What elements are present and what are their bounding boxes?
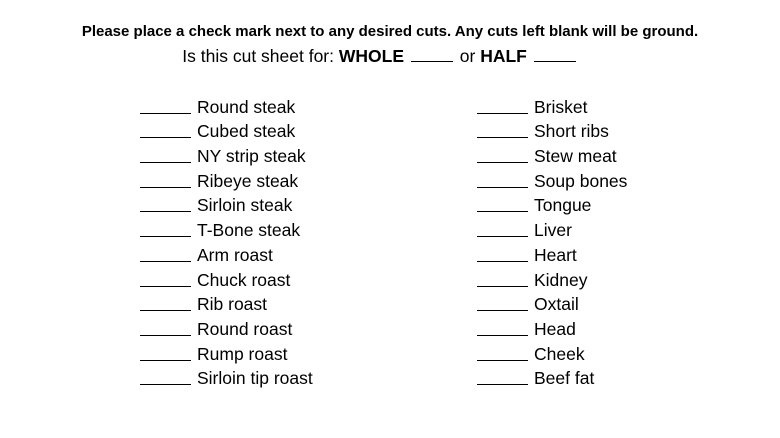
cut-label: Kidney [534, 269, 588, 290]
cut-label: Ribeye steak [197, 170, 299, 191]
check-blank[interactable] [477, 112, 528, 114]
cut-row [477, 365, 627, 390]
check-blank[interactable] [477, 260, 528, 262]
check-blank[interactable] [140, 260, 191, 262]
cut-label: Arm roast [197, 244, 273, 265]
cut-row [477, 315, 627, 340]
cut-row [140, 93, 313, 118]
cut-row [477, 167, 627, 192]
cut-label: Brisket [534, 96, 588, 117]
cut-row [477, 118, 627, 143]
check-blank[interactable] [140, 136, 191, 138]
check-blank[interactable] [140, 309, 191, 311]
check-blank[interactable] [477, 359, 528, 361]
left-cuts-column [140, 93, 313, 389]
cut-row [140, 365, 313, 390]
check-blank[interactable] [140, 235, 191, 237]
check-blank[interactable] [477, 334, 528, 336]
cut-row [140, 340, 313, 365]
cut-row [477, 266, 627, 291]
cut-label: Liver [534, 220, 572, 241]
check-blank[interactable] [477, 235, 528, 237]
half-blank[interactable] [534, 48, 576, 62]
cut-label: Head [534, 318, 576, 339]
cut-label: Sirloin tip roast [197, 368, 313, 389]
check-blank[interactable] [477, 383, 528, 385]
cut-label: NY strip steak [197, 146, 306, 167]
cut-label: Oxtail [534, 294, 579, 315]
whole-or-half-question [0, 45, 760, 67]
check-blank[interactable] [140, 285, 191, 287]
check-blank[interactable] [477, 309, 528, 311]
cut-row [140, 241, 313, 266]
cut-row [140, 118, 313, 143]
cut-row [140, 216, 313, 241]
cut-label: Sirloin steak [197, 195, 293, 216]
cut-row [477, 241, 627, 266]
cut-row [140, 291, 313, 316]
check-blank[interactable] [140, 186, 191, 188]
cut-label: Heart [534, 244, 577, 265]
cut-label: Cheek [534, 343, 585, 364]
check-blank[interactable] [477, 186, 528, 188]
cut-row [140, 315, 313, 340]
cut-row [140, 167, 313, 192]
right-cuts-column [477, 93, 627, 389]
cut-label: Soup bones [534, 170, 628, 191]
check-blank[interactable] [477, 136, 528, 138]
cut-label: Chuck roast [197, 269, 291, 290]
check-blank[interactable] [140, 359, 191, 361]
check-blank[interactable] [140, 161, 191, 163]
check-blank[interactable] [477, 161, 528, 163]
instruction-text: Please place a check mark next to any desired cuts. Any cuts left blank will be ground. [81, 23, 699, 40]
cut-row [477, 216, 627, 241]
cut-label: Cubed steak [197, 121, 296, 142]
cut-label: Rump roast [197, 343, 288, 364]
check-blank[interactable] [140, 383, 191, 385]
cut-row [477, 192, 627, 217]
cut-label: Round roast [197, 318, 293, 339]
option-whole-label: WHOLE [338, 46, 405, 66]
question-connector: or [459, 46, 476, 66]
check-blank[interactable] [140, 112, 191, 114]
whole-blank[interactable] [411, 48, 453, 62]
cut-label: T-Bone steak [197, 220, 301, 241]
cut-label: Beef fat [534, 368, 595, 389]
check-blank[interactable] [477, 285, 528, 287]
cut-row [477, 340, 627, 365]
check-blank[interactable] [477, 210, 528, 212]
cut-row [140, 192, 313, 217]
cut-row [477, 93, 627, 118]
check-blank[interactable] [140, 210, 191, 212]
cut-row [477, 142, 627, 167]
check-blank[interactable] [140, 334, 191, 336]
cut-label: Short ribs [534, 121, 609, 142]
cut-row [140, 142, 313, 167]
cut-row [140, 266, 313, 291]
cut-row [477, 291, 627, 316]
cut-label: Round steak [197, 96, 296, 117]
cut-label: Stew meat [534, 146, 617, 167]
cut-label: Tongue [534, 195, 592, 216]
cut-label: Rib roast [197, 294, 268, 315]
question-prefix: Is this cut sheet for: [182, 46, 334, 66]
option-half-label: HALF [480, 46, 527, 66]
